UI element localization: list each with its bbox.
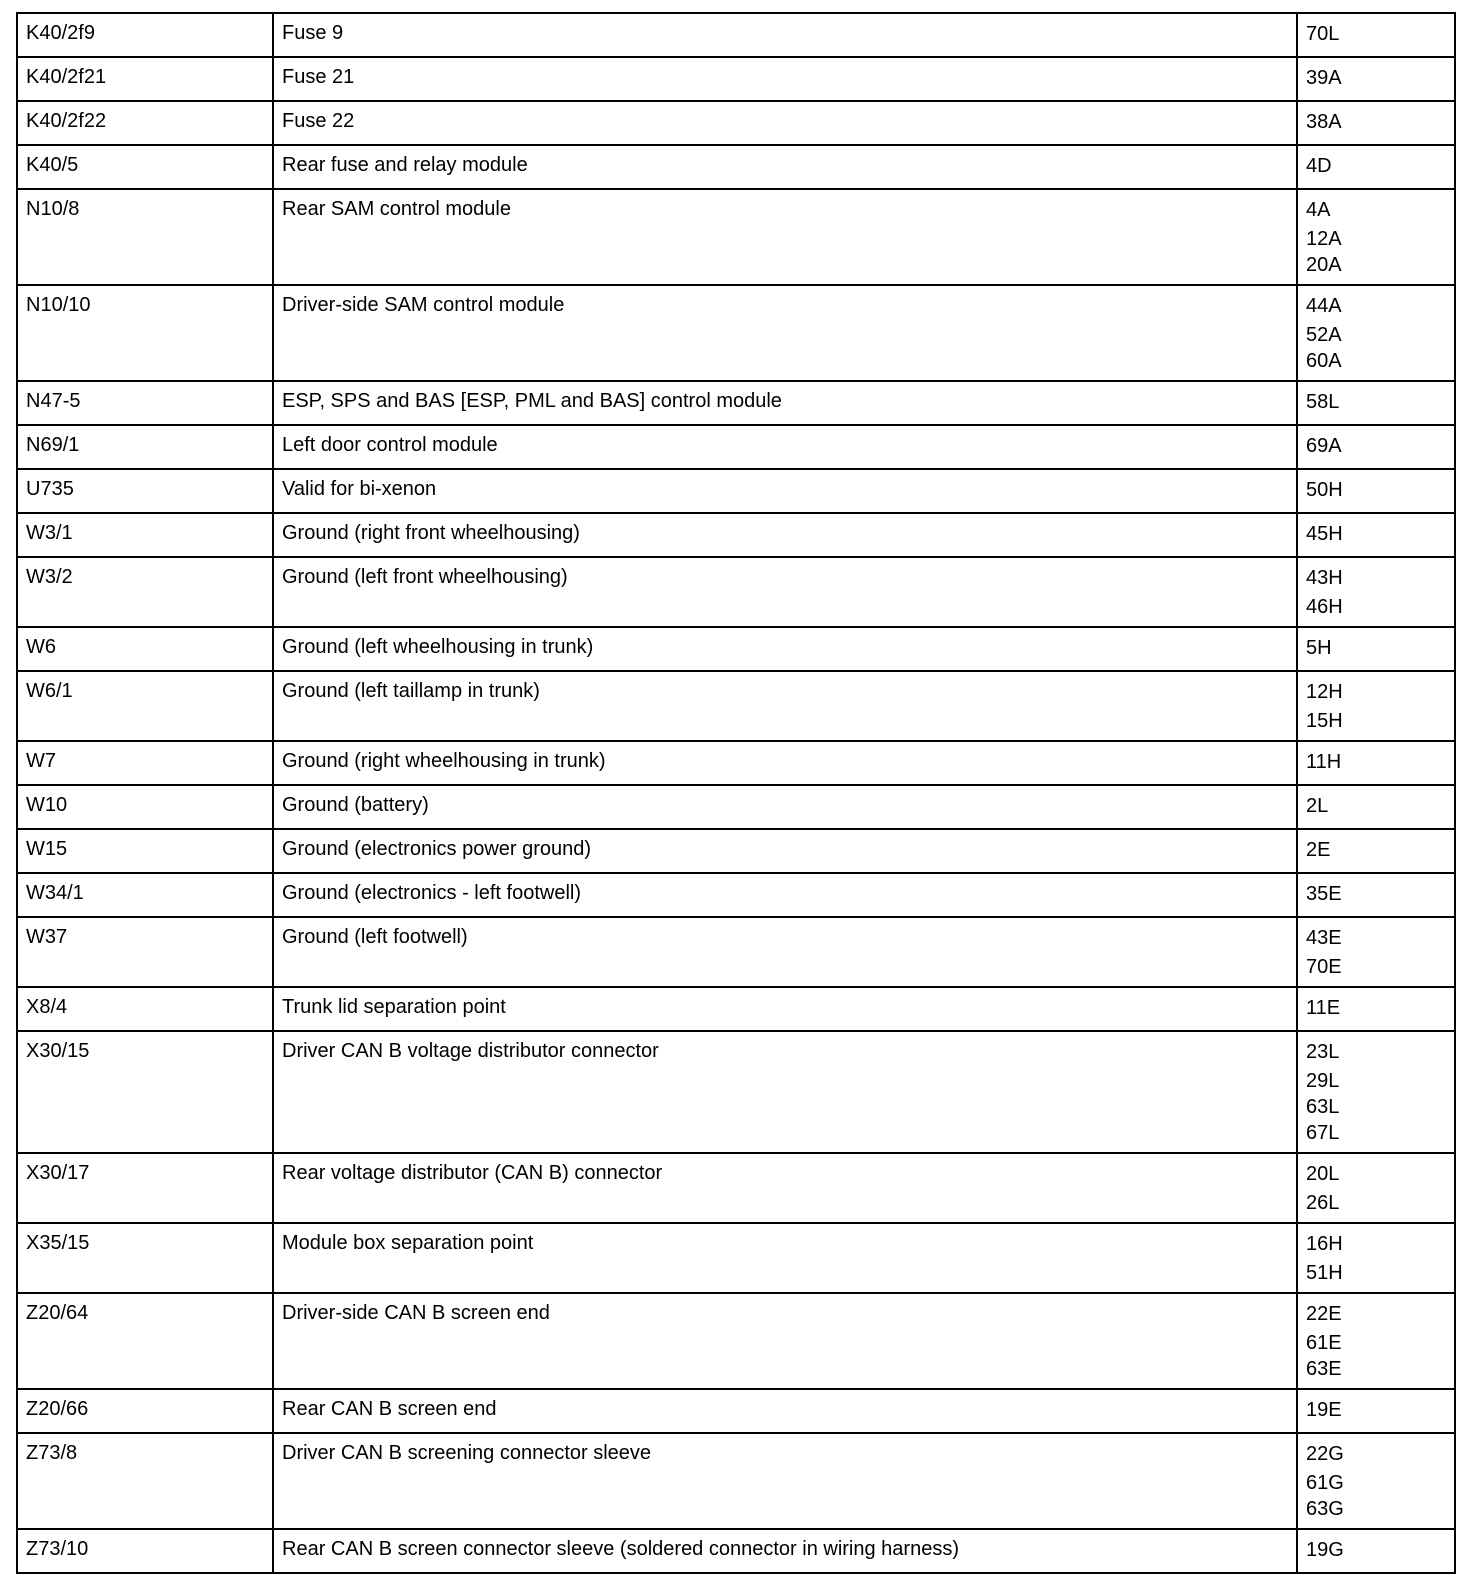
grid-location: 2L [1306, 795, 1329, 817]
grid-location: 23L [1306, 1041, 1340, 1063]
grid-location: 11E [1306, 997, 1341, 1019]
grid-location: 43E [1306, 927, 1342, 949]
table-row [17, 1293, 1455, 1389]
component-description-cell: Fuse 22 [273, 101, 1297, 145]
table-row [17, 425, 1455, 469]
grid-location-list [1306, 153, 1446, 179]
grid-location: 69A [1306, 435, 1342, 457]
grid-location: 44A [1306, 295, 1342, 317]
component-legend-table [16, 12, 1456, 1574]
grid-location: 2E [1306, 839, 1331, 861]
grid-location-cell [1297, 987, 1455, 1031]
grid-location: 61E [1306, 1332, 1342, 1354]
grid-location: 20L [1306, 1163, 1340, 1185]
grid-location: 38A [1306, 111, 1342, 133]
grid-location-list [1306, 21, 1446, 47]
component-description-cell: Ground (left front wheelhousing) [273, 557, 1297, 627]
grid-location: 63L [1306, 1096, 1340, 1118]
grid-location: 16H [1306, 1233, 1343, 1255]
grid-location-list [1306, 995, 1446, 1021]
component-code-cell: Z73/10 [17, 1529, 273, 1573]
component-code-cell: U735 [17, 469, 273, 513]
grid-location-list [1306, 293, 1446, 374]
component-code-cell: K40/2f22 [17, 101, 273, 145]
grid-location-cell [1297, 57, 1455, 101]
component-code-cell: Z73/8 [17, 1433, 273, 1529]
component-description-cell: Driver CAN B screening connector sleeve [273, 1433, 1297, 1529]
table-row [17, 1433, 1455, 1529]
grid-location-cell [1297, 1389, 1455, 1433]
grid-location-list [1306, 1231, 1446, 1286]
grid-location: 45H [1306, 523, 1343, 545]
component-description-cell: Rear SAM control module [273, 189, 1297, 285]
grid-location-list [1306, 1441, 1446, 1522]
grid-location-cell [1297, 189, 1455, 285]
table-row [17, 741, 1455, 785]
component-description-cell: ESP, SPS and BAS [ESP, PML and BAS] control module [273, 381, 1297, 425]
grid-location: 12H [1306, 681, 1343, 703]
component-description-cell: Ground (left wheelhousing in trunk) [273, 627, 1297, 671]
table-row [17, 627, 1455, 671]
grid-location: 61G [1306, 1472, 1344, 1494]
grid-location-list [1306, 881, 1446, 907]
grid-location-list [1306, 389, 1446, 415]
component-code-cell: X35/15 [17, 1223, 273, 1293]
table-row [17, 285, 1455, 381]
component-code-cell: W6 [17, 627, 273, 671]
component-description-cell: Ground (left footwell) [273, 917, 1297, 987]
grid-location-cell [1297, 13, 1455, 57]
grid-location-cell [1297, 381, 1455, 425]
grid-location: 70L [1306, 23, 1340, 45]
component-description-cell: Ground (right front wheelhousing) [273, 513, 1297, 557]
grid-location-cell [1297, 513, 1455, 557]
grid-location: 12A [1306, 228, 1342, 250]
grid-location-list [1306, 679, 1446, 734]
grid-location-list [1306, 793, 1446, 819]
grid-location: 51H [1306, 1262, 1343, 1284]
grid-location-list [1306, 635, 1446, 661]
grid-location-cell [1297, 1433, 1455, 1529]
table-row [17, 873, 1455, 917]
component-description-cell: Rear voltage distributor (CAN B) connector [273, 1153, 1297, 1223]
component-description-cell: Ground (right wheelhousing in trunk) [273, 741, 1297, 785]
grid-location: 22E [1306, 1303, 1342, 1325]
component-code-cell: X8/4 [17, 987, 273, 1031]
component-description-cell: Ground (left taillamp in trunk) [273, 671, 1297, 741]
table-row [17, 671, 1455, 741]
table-row [17, 1389, 1455, 1433]
grid-location-list [1306, 433, 1446, 459]
grid-location: 52A [1306, 324, 1342, 346]
component-code-cell: W10 [17, 785, 273, 829]
component-description-cell: Left door control module [273, 425, 1297, 469]
grid-location-list [1306, 837, 1446, 863]
grid-location-list [1306, 1301, 1446, 1382]
table-row [17, 1223, 1455, 1293]
grid-location: 63E [1306, 1358, 1342, 1380]
grid-location-list [1306, 1039, 1446, 1146]
grid-location-list [1306, 477, 1446, 503]
component-description-cell: Valid for bi-xenon [273, 469, 1297, 513]
grid-location: 29L [1306, 1070, 1340, 1092]
component-description-cell: Fuse 21 [273, 57, 1297, 101]
grid-location-list [1306, 65, 1446, 91]
grid-location: 63G [1306, 1498, 1344, 1520]
legend-table-body [17, 13, 1455, 1573]
component-description-cell: Ground (electronics power ground) [273, 829, 1297, 873]
component-code-cell: W3/2 [17, 557, 273, 627]
grid-location-list [1306, 925, 1446, 980]
grid-location: 58L [1306, 391, 1340, 413]
component-description-cell: Ground (battery) [273, 785, 1297, 829]
grid-location: 19G [1306, 1539, 1344, 1561]
grid-location-cell [1297, 741, 1455, 785]
grid-location-list [1306, 749, 1446, 775]
table-row [17, 513, 1455, 557]
table-row [17, 785, 1455, 829]
grid-location-list [1306, 197, 1446, 278]
component-code-cell: Z20/64 [17, 1293, 273, 1389]
component-code-cell: W7 [17, 741, 273, 785]
grid-location: 67L [1306, 1122, 1340, 1144]
grid-location-cell [1297, 873, 1455, 917]
grid-location: 11H [1306, 751, 1342, 773]
table-row [17, 57, 1455, 101]
component-code-cell: X30/15 [17, 1031, 273, 1153]
grid-location-list [1306, 1537, 1446, 1563]
component-code-cell: W37 [17, 917, 273, 987]
table-row [17, 101, 1455, 145]
grid-location-cell [1297, 101, 1455, 145]
grid-location-cell [1297, 1153, 1455, 1223]
component-code-cell: Z20/66 [17, 1389, 273, 1433]
grid-location-cell [1297, 469, 1455, 513]
grid-location-cell [1297, 285, 1455, 381]
grid-location-cell [1297, 1223, 1455, 1293]
grid-location-cell [1297, 627, 1455, 671]
component-description-cell: Rear fuse and relay module [273, 145, 1297, 189]
grid-location: 70E [1306, 956, 1342, 978]
component-description-cell: Ground (electronics - left footwell) [273, 873, 1297, 917]
grid-location: 50H [1306, 479, 1343, 501]
component-code-cell: W34/1 [17, 873, 273, 917]
component-legend-page [16, 12, 1454, 1574]
component-description-cell: Driver-side CAN B screen end [273, 1293, 1297, 1389]
table-row [17, 381, 1455, 425]
grid-location-list [1306, 1161, 1446, 1216]
grid-location-cell [1297, 425, 1455, 469]
grid-location: 46H [1306, 596, 1343, 618]
grid-location: 15H [1306, 710, 1343, 732]
table-row [17, 917, 1455, 987]
grid-location-cell [1297, 557, 1455, 627]
component-code-cell: W15 [17, 829, 273, 873]
component-code-cell: N10/8 [17, 189, 273, 285]
table-row [17, 1529, 1455, 1573]
table-row [17, 987, 1455, 1031]
grid-location: 60A [1306, 350, 1342, 372]
grid-location: 26L [1306, 1192, 1340, 1214]
grid-location-list [1306, 521, 1446, 547]
table-row [17, 557, 1455, 627]
grid-location: 20A [1306, 254, 1342, 276]
grid-location: 19E [1306, 1399, 1342, 1421]
table-row [17, 1031, 1455, 1153]
component-description-cell: Driver-side SAM control module [273, 285, 1297, 381]
grid-location: 22G [1306, 1443, 1344, 1465]
grid-location-list [1306, 109, 1446, 135]
table-row [17, 145, 1455, 189]
component-code-cell: W3/1 [17, 513, 273, 557]
grid-location: 5H [1306, 637, 1332, 659]
grid-location-cell [1297, 1031, 1455, 1153]
grid-location-cell [1297, 785, 1455, 829]
table-row [17, 829, 1455, 873]
grid-location-list [1306, 565, 1446, 620]
grid-location-list [1306, 1397, 1446, 1423]
grid-location: 4A [1306, 199, 1331, 221]
component-code-cell: K40/5 [17, 145, 273, 189]
grid-location: 4D [1306, 155, 1332, 177]
grid-location: 39A [1306, 67, 1342, 89]
component-code-cell: N69/1 [17, 425, 273, 469]
component-description-cell: Driver CAN B voltage distributor connector [273, 1031, 1297, 1153]
grid-location-cell [1297, 829, 1455, 873]
grid-location: 35E [1306, 883, 1342, 905]
grid-location-cell [1297, 1529, 1455, 1573]
component-code-cell: N10/10 [17, 285, 273, 381]
component-description-cell: Trunk lid separation point [273, 987, 1297, 1031]
grid-location-cell [1297, 671, 1455, 741]
grid-location-cell [1297, 1293, 1455, 1389]
grid-location-cell [1297, 917, 1455, 987]
table-row [17, 469, 1455, 513]
component-description-cell: Rear CAN B screen end [273, 1389, 1297, 1433]
component-code-cell: N47-5 [17, 381, 273, 425]
grid-location: 43H [1306, 567, 1343, 589]
component-code-cell: K40/2f9 [17, 13, 273, 57]
component-code-cell: X30/17 [17, 1153, 273, 1223]
component-description-cell: Rear CAN B screen connector sleeve (soldered connector in wiring harness) [273, 1529, 1297, 1573]
grid-location-cell [1297, 145, 1455, 189]
component-description-cell: Fuse 9 [273, 13, 1297, 57]
component-description-cell: Module box separation point [273, 1223, 1297, 1293]
table-row [17, 189, 1455, 285]
table-row [17, 13, 1455, 57]
table-row [17, 1153, 1455, 1223]
component-code-cell: K40/2f21 [17, 57, 273, 101]
component-code-cell: W6/1 [17, 671, 273, 741]
